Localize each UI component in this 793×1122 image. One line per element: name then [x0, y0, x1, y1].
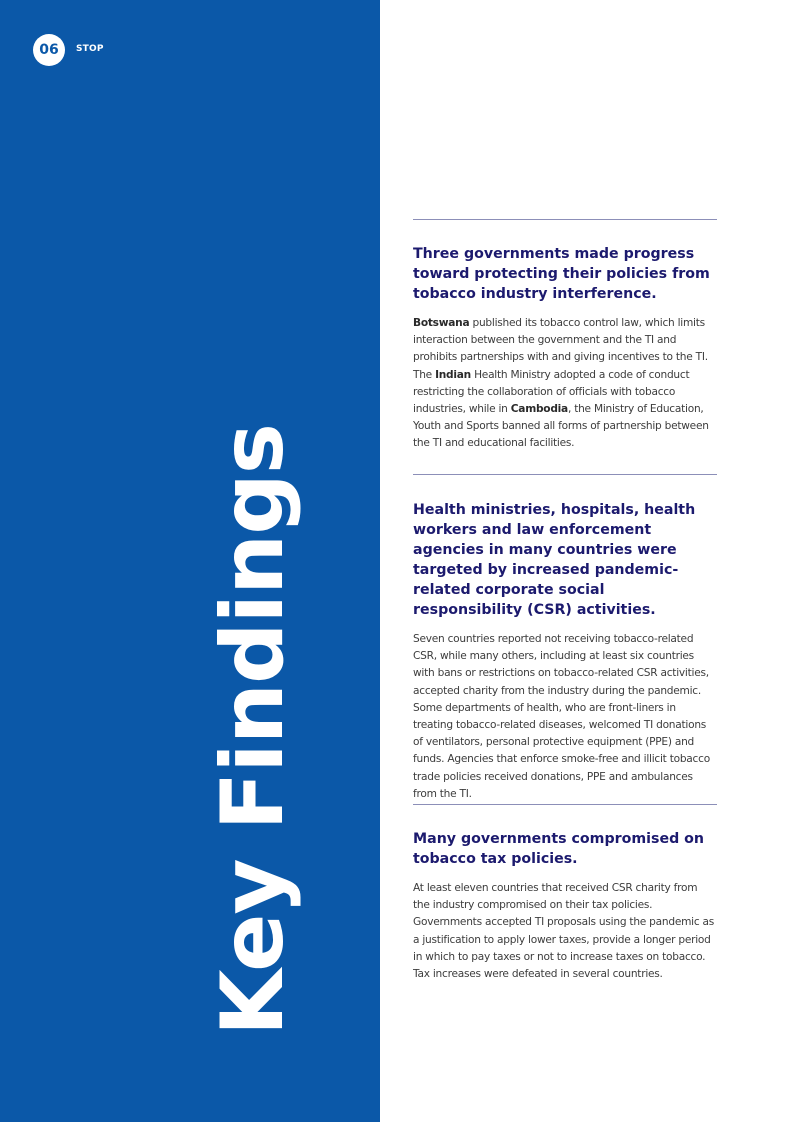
- body-text: published its tobacco control law, which limits interaction between the government and the TI and prohibits partnerships with and giving incentives to the TI. The: [413, 317, 708, 381]
- country-name: Cambodia: [510, 403, 568, 416]
- finding-2: [413, 500, 717, 803]
- body-text: Health Ministry adopted a code of conduct restricting the collaboration of officials with tobacco industries, while in: [413, 368, 690, 416]
- country-name: Botswana: [413, 317, 470, 329]
- country-name: Indian: [435, 368, 471, 381]
- divider: [413, 474, 717, 475]
- divider: [413, 219, 717, 220]
- finding-3: [413, 829, 717, 983]
- page-number-badge: 06: [33, 34, 65, 66]
- section-label: STOP: [76, 44, 104, 54]
- finding-heading: Health ministries, hospitals, health workers and law enforcement agencies in many countries were targeted by increased pandemic-related corporate social responsibility (CSR) activities.: [413, 502, 696, 618]
- finding-heading: Three governments made progress toward protecting their policies from tobacco industry interference.: [413, 246, 710, 302]
- finding-1: [413, 244, 717, 453]
- body-text: At least eleven countries that received CSR charity from the industry compromised on their tax policies. Governments accepted TI proposals using the pandemic as a justification to apply lower taxes, provide a longer period in which to pay taxes or not to increase taxes on tobacco. Tax increases were defeated in several countries.: [413, 882, 715, 981]
- page-title: Key Findings: [203, 424, 303, 1036]
- finding-body: [413, 880, 717, 983]
- body-text: , the Ministry of Education, Youth and Sports banned all forms of partnership between the TI and educational facilities.: [413, 403, 709, 450]
- title-panel: [0, 0, 380, 1122]
- body-text: Seven countries reported not receiving tobacco-related CSR, while many others, including at least six countries with bans or restrictions on tobacco-related CSR activities, accepted charity from the industry during the pandemic. Some departments of health, who are front-liners in treating tobacco-related diseases, welcomed TI donations of ventilators, personal protective equipment (PPE) and funds. Agencies that enforce smoke-free and illicit tobacco trade policies received donations, PPE and ambulances from the TI.: [413, 633, 710, 800]
- finding-body: [413, 315, 717, 453]
- finding-heading: Many governments compromised on tobacco tax policies.: [413, 831, 705, 867]
- finding-body: [413, 631, 717, 803]
- divider: [413, 804, 717, 805]
